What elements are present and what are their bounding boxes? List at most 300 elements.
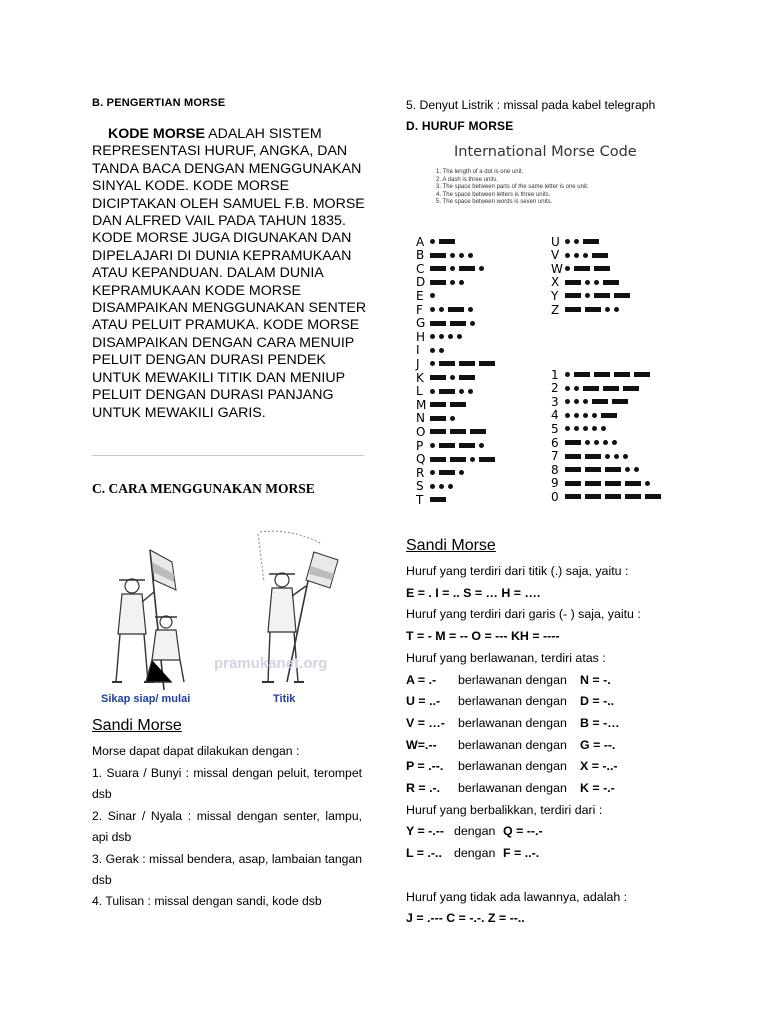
morse-symbols (430, 321, 475, 326)
morse-dot (448, 334, 453, 339)
morse-dash (430, 402, 446, 407)
rule-line (406, 756, 641, 778)
morse-row (416, 330, 462, 343)
morse-row (416, 453, 495, 466)
morse-dot (583, 253, 588, 258)
morse-dash (430, 416, 446, 421)
morse-dot (612, 440, 617, 445)
morse-dash (479, 361, 495, 366)
morse-character: Q (416, 452, 426, 467)
morse-character: 0 (551, 489, 559, 504)
morse-symbols (565, 253, 608, 258)
morse-character: U (551, 234, 560, 249)
morse-value-b: Q = --.- (503, 824, 543, 839)
morse-dash (605, 494, 621, 499)
scout-illustration (92, 522, 366, 710)
morse-dash (459, 443, 475, 448)
morse-symbols (430, 497, 446, 502)
morse-dot (592, 413, 597, 418)
list-item: 2. Sinar / Nyala : missal dengan senter, lampu, api dsb (92, 808, 362, 845)
morse-dash (634, 372, 650, 377)
morse-symbols (430, 307, 473, 312)
morse-symbols (430, 389, 473, 394)
morse-dot (585, 280, 590, 285)
morse-dash (592, 253, 608, 258)
morse-symbols (430, 429, 486, 434)
morse-dash (565, 467, 581, 472)
morse-dash (565, 494, 581, 499)
list-item: 3. Gerak : missal bendera, asap, lambaian tangan dsb (92, 851, 362, 888)
morse-dot (459, 253, 464, 258)
morse-dash (565, 440, 581, 445)
morse-dash (614, 293, 630, 298)
morse-character: 2 (551, 381, 559, 396)
morse-row (416, 493, 446, 506)
rule-line (406, 626, 641, 648)
morse-dot (623, 454, 628, 459)
morse-symbols (430, 375, 475, 380)
morse-dot (605, 307, 610, 312)
note-line: 1. The length of a dot is one unit. (436, 169, 524, 175)
intro-text: ADALAH SISTEM REPRESENTASI HURUF, ANGKA, DAN TANDA BACA DENGAN MENGGUNAKAN SINYAL KODE. KODE MORSE DICIPTAKAN OLEH SAMUEL F.B. MORSE DAN ALFRED VAIL PADA TAHUN 1835. KODE MORSE JUGA DIGUNAKAN DAN DIPELAJARI DI DUNIA KEPRAMUKAAN ATAU KEPANDUAN. DALAM DUNIA KEPRAMUKAAN KODE MORSE DISAMPAIKAN MENGGUNAKAN SENTER ATAU PELUIT PRAMUKA. KODE MORSE DISAMPAIKAN DENGAN CARA MENUIP PELUIT DENGAN DURASI PENDEK UNTUK MEWAKILI TITIK DAN MENIUP PELUIT DENGAN DURASI PANJANG UNTUK MEWAKILI GARIS. (92, 126, 367, 421)
morse-dot (574, 413, 579, 418)
morse-symbols (430, 266, 484, 271)
morse-dot (645, 481, 650, 486)
morse-dot (430, 307, 435, 312)
morse-dash (565, 293, 581, 298)
morse-dot (634, 467, 639, 472)
relation-text: dengan (454, 846, 496, 861)
morse-dot (439, 348, 444, 353)
method-list (92, 763, 362, 913)
morse-symbols (565, 293, 630, 298)
morse-dot (583, 426, 588, 431)
morse-dot (430, 470, 435, 475)
chart-title: International Morse Code (454, 144, 637, 160)
morse-dot (468, 307, 473, 312)
morse-dash (585, 454, 601, 459)
morse-dash (439, 361, 455, 366)
morse-symbols (430, 334, 462, 339)
morse-row (551, 490, 661, 503)
morse-dash (459, 266, 475, 271)
morse-dot (470, 321, 475, 326)
list-item: 4. Tulisan : missal dengan sandi, kode dsb (92, 894, 322, 909)
morse-dot (585, 293, 590, 298)
morse-dot (459, 470, 464, 475)
rule-line (406, 691, 641, 713)
morse-dot (439, 307, 444, 312)
rule-line (406, 583, 641, 605)
morse-character: 4 (551, 408, 559, 423)
morse-dot (565, 239, 570, 244)
morse-dash (430, 266, 446, 271)
morse-character: S (416, 479, 424, 494)
morse-symbols (565, 413, 617, 418)
morse-dash (430, 253, 446, 258)
morse-dot (625, 467, 630, 472)
morse-dot (450, 253, 455, 258)
rule-line (406, 735, 641, 757)
morse-character: E (416, 288, 424, 303)
morse-character: D (416, 275, 426, 290)
morse-character: Y (551, 288, 559, 303)
morse-dot (594, 440, 599, 445)
morse-character: F (416, 302, 423, 317)
morse-values: T = - M = -- O = --- KH = ---- (406, 629, 560, 644)
morse-dash (625, 494, 641, 499)
morse-dash (585, 494, 601, 499)
morse-row (416, 344, 444, 357)
rule-line: Huruf yang berbalikkan, terdiri dari : (406, 802, 603, 817)
morse-dot (448, 484, 453, 489)
morse-row (416, 439, 484, 452)
morse-row (416, 289, 435, 302)
morse-row (416, 249, 473, 262)
morse-dash (612, 399, 628, 404)
rule-line (406, 713, 641, 735)
morse-dot (574, 253, 579, 258)
morse-values: E = . I = .. S = … H = …. (406, 585, 541, 600)
morse-dash (585, 481, 601, 486)
intro-paragraph (92, 126, 367, 422)
morse-character: N (416, 411, 425, 426)
rule-line: Huruf yang terdiri dari garis (- ) saja, yaitu : (406, 607, 641, 622)
morse-dot (585, 440, 590, 445)
chart-notes (436, 169, 589, 207)
morse-dash (439, 389, 455, 394)
morse-character: C (416, 261, 425, 276)
morse-dash (450, 429, 466, 434)
morse-symbols (565, 481, 650, 486)
morse-dot (479, 443, 484, 448)
morse-symbols (565, 467, 639, 472)
morse-row (416, 480, 453, 493)
morse-symbols (430, 402, 466, 407)
morse-dot (439, 334, 444, 339)
morse-character: T (416, 492, 424, 507)
morse-symbols (430, 443, 484, 448)
morse-row (551, 409, 617, 422)
morse-value-b: F = ..-. (503, 846, 540, 861)
morse-symbols (565, 399, 628, 404)
morse-dash (614, 372, 630, 377)
morse-dash (430, 375, 446, 380)
morse-row (416, 317, 475, 330)
morse-dot (439, 484, 444, 489)
morse-dash (439, 443, 455, 448)
morse-symbols (565, 454, 628, 459)
morse-values: J = .--- C = -.-. Z = --.. (406, 911, 525, 926)
morse-character: X (551, 275, 560, 290)
morse-dot (430, 239, 435, 244)
morse-value-a: A = .- (406, 672, 437, 687)
morse-dot (565, 372, 570, 377)
morse-row (551, 262, 610, 275)
morse-value-a: V = …- (406, 715, 445, 730)
morse-dot (614, 307, 619, 312)
morse-value-b: G = --. (580, 737, 616, 752)
morse-symbols (430, 280, 464, 285)
morse-row (551, 477, 650, 490)
morse-code-chart (406, 140, 691, 506)
morse-row (551, 422, 606, 435)
scout-drawing (92, 522, 366, 710)
morse-value-a: L = .-.. (406, 846, 442, 861)
sandi-morse-title-left: Sandi Morse (92, 717, 182, 734)
morse-symbols (430, 361, 495, 366)
rule-line: Huruf yang terdiri dari titik (.) saja, yaitu : (406, 564, 629, 578)
sandi-intro: Morse dapat dapat dilakukan dengan : (92, 744, 300, 758)
morse-dot (614, 454, 619, 459)
morse-dash (585, 307, 601, 312)
morse-symbols (430, 457, 495, 462)
morse-dash (470, 429, 486, 434)
morse-dash (430, 457, 446, 462)
morse-value-a: R = .-. (406, 781, 441, 796)
morse-symbols (565, 239, 599, 244)
morse-dash (459, 361, 475, 366)
note-line: 3. The space between parts of the same letter is one unit. (436, 184, 589, 191)
morse-dot (450, 375, 455, 380)
morse-row (551, 235, 599, 248)
morse-character: 1 (551, 367, 559, 382)
morse-character: L (416, 384, 423, 399)
rule-line: Huruf yang tidak ada lawannya, adalah : (406, 889, 628, 904)
morse-row (416, 357, 495, 370)
morse-dash (603, 386, 619, 391)
morse-character: 8 (551, 462, 559, 477)
relation-text: berlawanan dengan (458, 715, 567, 730)
morse-dot (430, 389, 435, 394)
morse-symbols (565, 372, 650, 377)
morse-value-a: U = ..- (406, 694, 441, 709)
sandi-morse-title-right: Sandi Morse (406, 537, 496, 554)
morse-dot (470, 457, 475, 462)
morse-dash (625, 481, 641, 486)
morse-value-b: K = -.- (580, 781, 615, 796)
morse-row (416, 262, 484, 275)
morse-dot (430, 293, 435, 298)
relation-text: berlawanan dengan (458, 694, 567, 709)
morse-dash (450, 321, 466, 326)
morse-row (551, 249, 608, 262)
morse-dash (605, 467, 621, 472)
morse-dash (430, 429, 446, 434)
morse-character: M (416, 397, 427, 412)
morse-value-a: Y = -.-- (406, 824, 444, 839)
morse-dot (583, 413, 588, 418)
morse-character: P (416, 438, 424, 453)
watermark: pramukanet.org (214, 655, 328, 672)
morse-row (416, 425, 486, 438)
morse-dash (565, 481, 581, 486)
morse-dot (605, 454, 610, 459)
morse-dot (450, 266, 455, 271)
note-line: 5. The space between words is seven units. (436, 199, 553, 206)
morse-character: W (551, 261, 563, 276)
heading-cara-menggunakan: C. CARA MENGGUNAKAN MORSE (92, 481, 315, 496)
morse-dot (601, 426, 606, 431)
morse-character: I (416, 343, 420, 358)
morse-dash (574, 266, 590, 271)
morse-row (416, 371, 475, 384)
morse-dash (605, 481, 621, 486)
morse-row (551, 463, 639, 476)
morse-row (551, 303, 619, 316)
morse-dash (459, 375, 475, 380)
morse-dash (594, 293, 610, 298)
morse-dash (603, 280, 619, 285)
rule-line (406, 908, 641, 930)
morse-rules-list (406, 561, 641, 930)
morse-symbols (565, 280, 619, 285)
morse-dot (430, 484, 435, 489)
morse-row (551, 289, 630, 302)
morse-dash (450, 402, 466, 407)
morse-row (416, 466, 464, 479)
morse-dash (565, 307, 581, 312)
morse-dash (448, 307, 464, 312)
morse-character: Z (551, 302, 560, 317)
heading-pengertian-morse: B. PENGERTIAN MORSE (92, 97, 226, 109)
morse-dot (565, 413, 570, 418)
morse-row (551, 276, 619, 289)
morse-character: B (416, 248, 425, 263)
morse-dot (565, 253, 570, 258)
morse-character: K (416, 370, 424, 385)
morse-character: 7 (551, 449, 559, 464)
morse-dot (459, 280, 464, 285)
morse-character: O (416, 424, 426, 439)
morse-value-a: P = .--. (406, 759, 444, 774)
morse-character: 6 (551, 435, 559, 450)
morse-dash (623, 386, 639, 391)
morse-symbols (430, 416, 455, 421)
morse-dash (450, 457, 466, 462)
morse-value-b: B = -… (580, 715, 620, 730)
intro-bold: KODE MORSE (108, 126, 205, 142)
morse-dot (583, 399, 588, 404)
morse-character: J (416, 356, 420, 371)
rule-line (406, 778, 641, 800)
morse-dot (468, 389, 473, 394)
rule-line (406, 821, 641, 843)
morse-symbols (430, 293, 435, 298)
morse-character: G (416, 316, 426, 331)
morse-value-b: N = -. (580, 672, 611, 687)
morse-dot (594, 280, 599, 285)
morse-symbols (565, 266, 610, 271)
morse-symbols (430, 484, 453, 489)
morse-dot (565, 399, 570, 404)
relation-text: berlawanan dengan (458, 672, 567, 687)
morse-symbols (565, 307, 619, 312)
morse-dash (583, 239, 599, 244)
morse-row (416, 303, 473, 316)
rule-line (406, 865, 641, 887)
morse-dot (430, 443, 435, 448)
morse-row (551, 395, 628, 408)
caption-titik: Titik (273, 693, 296, 705)
morse-dash (601, 413, 617, 418)
note-line: 4. The space between letters is three units. (436, 191, 551, 198)
morse-dot (479, 266, 484, 271)
morse-character: A (416, 234, 425, 249)
morse-dash (439, 470, 455, 475)
morse-row (551, 368, 650, 381)
morse-symbols (430, 239, 455, 244)
rule-line (406, 843, 641, 865)
morse-symbols (565, 426, 606, 431)
list-item-5: 5. Denyut Listrik : missal pada kabel telegraph (406, 98, 656, 112)
morse-dash (430, 321, 446, 326)
morse-row (551, 382, 639, 395)
note-line: 2. A dash is three units. (436, 176, 499, 183)
relation-text: berlawanan dengan (458, 737, 567, 752)
morse-dot (468, 253, 473, 258)
morse-dot (592, 426, 597, 431)
heading-huruf-morse: D. HURUF MORSE (406, 119, 514, 133)
morse-dash (479, 457, 495, 462)
morse-symbols (565, 440, 617, 445)
morse-character: 9 (551, 476, 559, 491)
morse-dash (574, 372, 590, 377)
morse-dot (430, 348, 435, 353)
list-item: 1. Suara / Bunyi : missal dengan peluit, terompet dsb (92, 766, 362, 802)
morse-dot (603, 440, 608, 445)
rule-line: Huruf yang berlawanan, terdiri atas : (406, 650, 606, 665)
morse-row (551, 450, 628, 463)
morse-character: V (551, 248, 560, 263)
morse-dot (565, 266, 570, 271)
morse-dot (430, 334, 435, 339)
morse-row (416, 385, 473, 398)
rule-line (406, 670, 641, 692)
morse-dot (565, 386, 570, 391)
relation-text: dengan (454, 824, 496, 839)
morse-row (416, 235, 455, 248)
morse-dash (645, 494, 661, 499)
morse-dash (585, 467, 601, 472)
morse-value-a: W=.-- (406, 737, 437, 752)
morse-dot (574, 399, 579, 404)
morse-value-b: X = -..- (580, 759, 618, 774)
morse-row (416, 412, 455, 425)
morse-symbols (430, 348, 444, 353)
morse-dot (457, 334, 462, 339)
morse-dash (430, 280, 446, 285)
morse-character: H (416, 329, 426, 344)
caption-sikap-siap: Sikap siap/ mulai (101, 693, 191, 705)
morse-dot (450, 280, 455, 285)
morse-row (416, 276, 464, 289)
morse-dot (459, 389, 464, 394)
morse-dash (592, 399, 608, 404)
morse-dash (583, 386, 599, 391)
morse-row (416, 398, 466, 411)
morse-character: 5 (551, 421, 559, 436)
relation-text: berlawanan dengan (458, 781, 567, 796)
morse-symbols (430, 470, 464, 475)
morse-dot (450, 416, 455, 421)
morse-symbols (430, 253, 473, 258)
morse-dot (574, 239, 579, 244)
morse-symbols (565, 494, 661, 499)
morse-row (551, 436, 617, 449)
morse-dash (594, 266, 610, 271)
morse-value-b: D = -.. (580, 694, 615, 709)
